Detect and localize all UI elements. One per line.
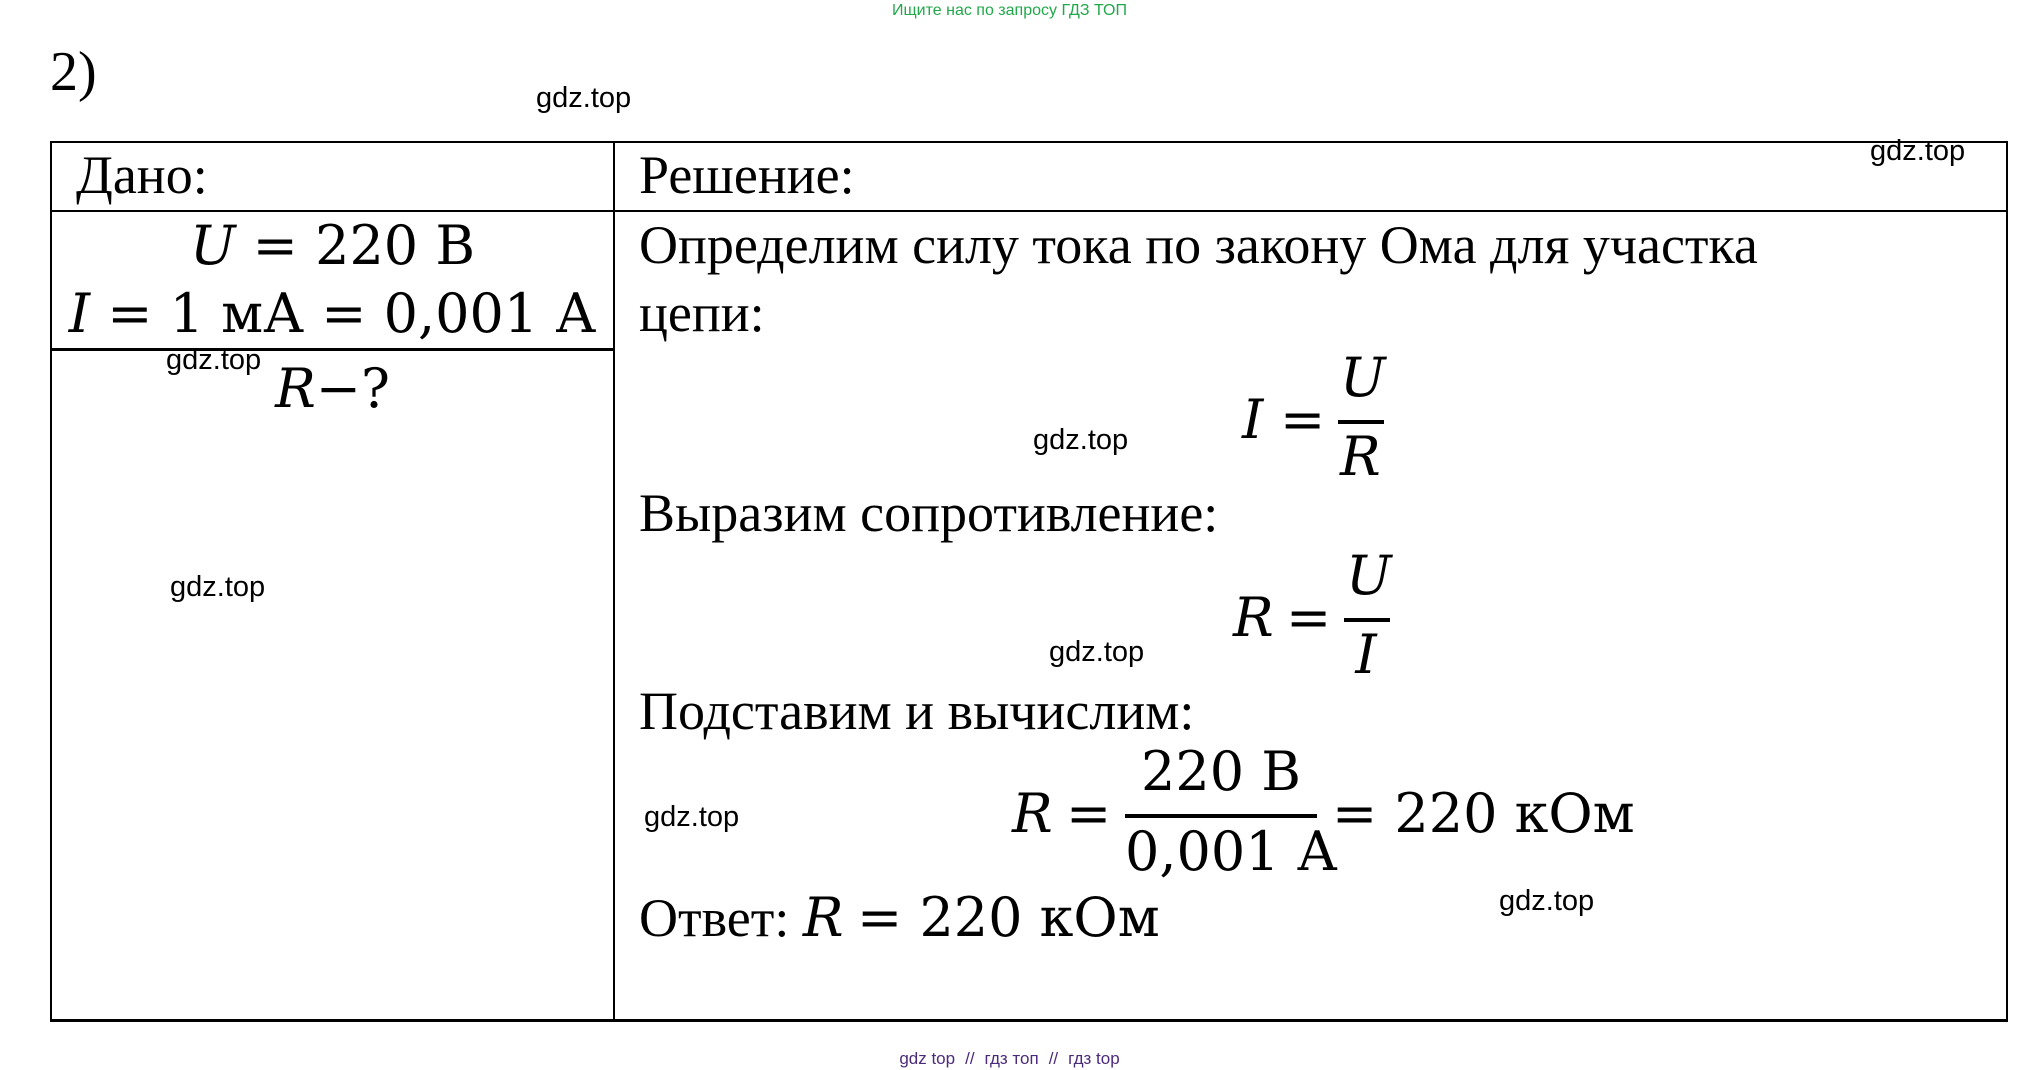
solution-line-1: Определим силу тока по закону Ома для участка xyxy=(639,215,1758,275)
solution-line-3: Выразим сопротивление: xyxy=(639,483,1219,543)
eq2-denominator: I xyxy=(1355,623,1377,686)
answer-var: R xyxy=(802,886,844,949)
given-current-var: I xyxy=(68,282,91,345)
bottom-banner-part-3[interactable]: гдз top xyxy=(1068,1049,1120,1068)
eq2-fraction-bar xyxy=(1344,618,1390,622)
table-border-bottom xyxy=(50,1019,2008,1022)
bottom-banner-sep-1: // xyxy=(965,1049,975,1068)
eq2-equals: = xyxy=(1286,586,1332,649)
given-find-divider xyxy=(50,348,615,351)
eq1-fraction-bar xyxy=(1338,420,1384,424)
watermark-3: gdz.top xyxy=(166,344,262,376)
find-resistance xyxy=(50,357,615,420)
problem-number: 2) xyxy=(50,41,97,103)
answer-line xyxy=(639,886,1160,949)
solution-line-2: цепи: xyxy=(639,283,765,343)
answer-label: Ответ: xyxy=(639,888,790,948)
given-current-value: = 1 мА = 0,001 А xyxy=(107,282,597,345)
eq1-lhs: I xyxy=(1242,388,1264,451)
watermark-5: gdz.top xyxy=(170,571,266,603)
bottom-banner-part-1[interactable]: gdz top xyxy=(899,1049,956,1068)
eq2-lhs: R xyxy=(1233,586,1274,649)
eq3-equals: = xyxy=(1066,782,1112,845)
watermark-7: gdz.top xyxy=(644,801,740,833)
eq3-numerator: 220 В xyxy=(1141,740,1301,803)
table-border-top xyxy=(50,141,2008,143)
eq3-denominator: 0,001 А xyxy=(1125,820,1338,883)
given-header: Дано: xyxy=(76,145,208,205)
table-border-right xyxy=(2006,141,2008,1022)
eq1-denominator: R xyxy=(1340,425,1381,488)
find-suffix: −? xyxy=(315,357,390,420)
eq1-equals: = xyxy=(1280,388,1326,451)
header-divider xyxy=(50,210,2008,212)
eq3-lhs: R xyxy=(1012,782,1053,845)
top-banner[interactable]: Ищите нас по запросу ГДЗ ТОП xyxy=(892,2,1127,19)
watermark-4: gdz.top xyxy=(1033,424,1129,456)
solution-line-4: Подставим и вычислим: xyxy=(639,681,1195,741)
bottom-banner-sep-2: // xyxy=(1048,1049,1059,1068)
watermark-1: gdz.top xyxy=(536,82,632,114)
given-voltage xyxy=(50,214,615,277)
watermark-6: gdz.top xyxy=(1049,636,1145,668)
answer-value: = 220 кОм xyxy=(857,886,1160,949)
eq1-numerator: U xyxy=(1340,346,1386,409)
watermark-2: gdz.top xyxy=(1870,135,1966,167)
given-current xyxy=(50,282,615,345)
solution-header: Решение: xyxy=(639,145,855,205)
eq2-numerator: U xyxy=(1346,544,1392,607)
find-var: R xyxy=(275,357,316,420)
bottom-banner-part-2[interactable]: гдз топ xyxy=(984,1049,1039,1068)
watermark-8: gdz.top xyxy=(1499,885,1595,917)
bottom-banner[interactable] xyxy=(0,1049,2019,1069)
eq3-result: = 220 кОм xyxy=(1332,782,1635,845)
given-voltage-value: = 220 В xyxy=(252,214,475,277)
eq3-fraction-bar xyxy=(1125,814,1317,818)
given-voltage-var: U xyxy=(189,214,236,277)
